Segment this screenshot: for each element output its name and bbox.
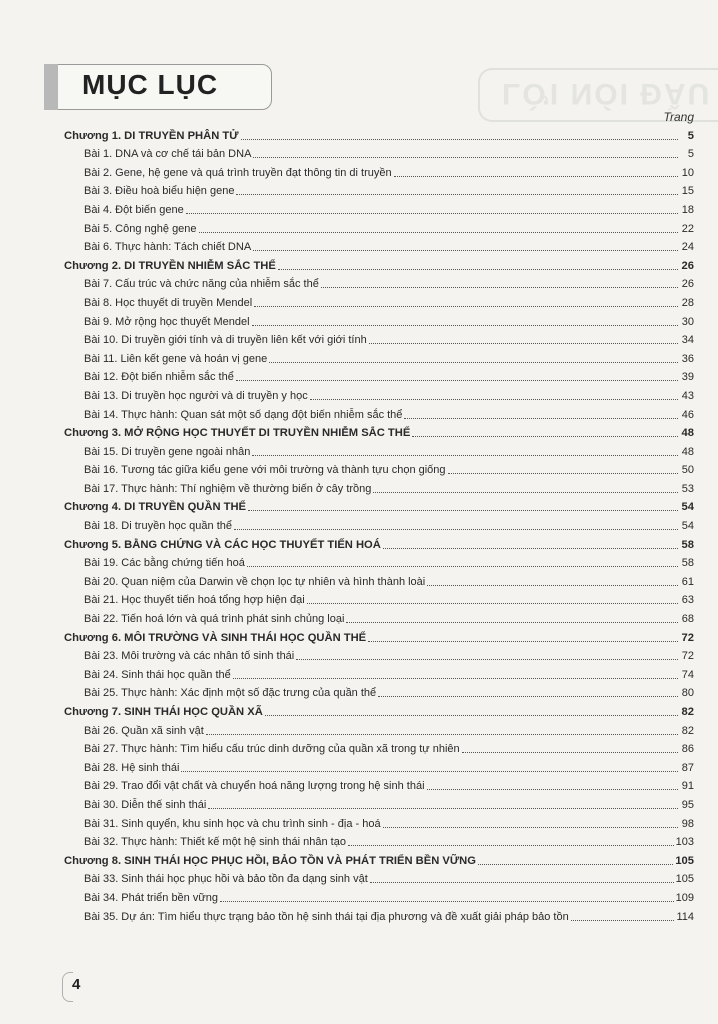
dot-leader — [394, 176, 678, 177]
toc-lesson-row — [64, 329, 694, 348]
toc-entry-title: Bài 32. Thực hành: Thiết kế một hệ sinh thái nhân tạo — [84, 836, 346, 849]
toc-entry-page: 24 — [681, 241, 694, 254]
toc-lesson-row — [64, 310, 694, 329]
toc-lesson-row — [64, 886, 694, 905]
toc-chapter-row — [64, 422, 694, 441]
toc-entry-page: 50 — [681, 464, 694, 477]
toc-entry-title: Bài 1. DNA và cơ chế tái bản DNA — [84, 148, 252, 161]
toc-chapter-row — [64, 254, 694, 273]
dot-leader — [296, 659, 678, 660]
toc-lesson-row — [64, 868, 694, 887]
dot-leader — [252, 325, 678, 326]
dot-leader — [247, 566, 678, 567]
toc-entry-page: 91 — [681, 780, 694, 793]
toc-lesson-row — [64, 905, 694, 924]
toc-entry-title: Bài 11. Liên kết gene và hoán vị gene — [84, 352, 268, 365]
toc-entry-title: Chương 8. SINH THÁI HỌC PHỤC HỒI, BẢO TỒN VÀ PHÁT TRIỂN BỀN VỮNG — [64, 854, 476, 867]
dot-leader — [241, 139, 678, 140]
toc-entry-page: 53 — [681, 482, 694, 495]
toc-entry-page: 36 — [681, 352, 694, 365]
dot-leader — [383, 548, 678, 549]
page-number: 4 — [72, 976, 81, 993]
toc-entry-page: 98 — [681, 817, 694, 830]
toc-lesson-row — [64, 477, 694, 496]
toc-entry-title: Bài 16. Tương tác giữa kiểu gene với môi trường và thành tựu chọn giống — [84, 464, 446, 477]
toc-chapter-row — [64, 496, 694, 515]
toc-lesson-row — [64, 645, 694, 664]
toc-entry-title: Bài 9. Mở rộng học thuyết Mendel — [84, 315, 250, 328]
toc-lesson-row — [64, 459, 694, 478]
toc-entry-title: Bài 10. Di truyền giới tính và di truyền liên kết với giới tính — [84, 334, 367, 347]
dot-leader — [248, 510, 678, 511]
toc-entry-title: Chương 7. SINH THÁI HỌC QUẦN XÃ — [64, 706, 263, 718]
toc-entry-title: Bài 5. Công nghệ gene — [84, 222, 197, 235]
toc-entry-page: 5 — [687, 148, 694, 161]
dot-leader — [348, 845, 674, 846]
toc-entry-title: Bài 33. Sinh thái học phục hồi và bảo tồn đa dạng sinh vật — [84, 873, 368, 886]
toc-entry-title: Bài 35. Dự án: Tìm hiểu thực trạng bảo tồn hệ sinh thái tại địa phương và đề xuất giải pháp bảo tồn — [84, 910, 569, 923]
toc-entry-title: Chương 2. DI TRUYỀN NHIỄM SẮC THỂ — [64, 259, 276, 272]
toc-entry-page: 103 — [675, 836, 694, 849]
toc-entry-page: 105 — [675, 854, 694, 867]
toc-chapter-row — [64, 849, 694, 868]
toc-entry-title: Bài 30. Diễn thế sinh thái — [84, 798, 207, 811]
toc-lesson-row — [64, 607, 694, 626]
toc-entry-page: 26 — [681, 278, 694, 291]
dot-leader — [378, 696, 678, 697]
toc-entry-page: 15 — [681, 185, 694, 198]
toc-entry-page: 26 — [681, 259, 694, 272]
toc-entry-title: Bài 17. Thực hành: Thí nghiệm về thường biến ở cây trồng — [84, 482, 372, 495]
toc-entry-title: Bài 23. Môi trường và các nhân tố sinh thái — [84, 650, 295, 663]
dot-leader — [307, 603, 678, 604]
toc-lesson-row — [64, 738, 694, 757]
dot-leader — [412, 436, 678, 437]
toc-lesson-row — [64, 273, 694, 292]
dot-leader — [181, 771, 678, 772]
toc-entry-title: Bài 31. Sinh quyển, khu sinh học và chu trình sinh - địa - hoá — [84, 817, 381, 830]
toc-lesson-row — [64, 143, 694, 162]
dot-leader — [278, 269, 678, 270]
dot-leader — [370, 882, 674, 883]
toc-entry-page: 87 — [681, 761, 694, 774]
page-column-label: Trang — [663, 110, 694, 124]
toc-entry-page: 72 — [681, 631, 694, 644]
toc-entry-title: Chương 6. MÔI TRƯỜNG VÀ SINH THÁI HỌC QUẦN THỂ — [64, 631, 367, 644]
toc-entry-page: 86 — [681, 743, 694, 756]
toc-entry-page: 109 — [675, 891, 694, 904]
toc-lesson-row — [64, 403, 694, 422]
toc-entry-page: 105 — [675, 873, 694, 886]
toc-entry-page: 10 — [681, 166, 694, 179]
toc-entry-title: Bài 8. Học thuyết di truyền Mendel — [84, 296, 253, 309]
toc-lesson-row — [64, 775, 694, 794]
toc-lesson-row — [64, 366, 694, 385]
dot-leader — [462, 752, 678, 753]
toc-entry-page: 95 — [681, 798, 694, 811]
toc-entry-title: Bài 22. Tiến hoá lớn và quá trình phát sinh chủng loại — [84, 613, 345, 626]
dot-leader — [310, 399, 678, 400]
dot-leader — [321, 287, 678, 288]
toc-entry-page: 68 — [681, 613, 694, 626]
toc-entry-page: 48 — [681, 427, 694, 440]
toc-entry-title: Bài 24. Sinh thái học quần thể — [84, 668, 231, 681]
dot-leader — [369, 343, 678, 344]
toc-lesson-row — [64, 198, 694, 217]
toc-entry-title: Bài 13. Di truyền học người và di truyền y học — [84, 389, 308, 402]
bleed-through-heading: LỜI NÓI ĐẦU — [478, 68, 718, 122]
dot-leader — [571, 920, 675, 921]
dot-leader — [253, 157, 678, 158]
toc-entry-title: Bài 26. Quần xã sinh vật — [84, 724, 204, 737]
dot-leader — [199, 232, 678, 233]
dot-leader — [234, 529, 678, 530]
toc-entry-title: Bài 19. Các bằng chứng tiến hoá — [84, 557, 245, 570]
dot-leader — [253, 250, 678, 251]
dot-leader — [220, 901, 674, 902]
toc-entry-title: Bài 6. Thực hành: Tách chiết DNA — [84, 241, 252, 254]
toc-entry-page: 30 — [681, 315, 694, 328]
toc-entry-title: Chương 3. MỞ RỘNG HỌC THUYẾT DI TRUYỀN NHIỄM SẮC THỂ — [64, 427, 411, 440]
toc-lesson-row — [64, 663, 694, 682]
toc-entry-title: Bài 4. Đột biến gene — [84, 203, 184, 216]
toc-entry-title: Chương 1. DI TRUYỀN PHÂN TỬ — [64, 129, 239, 142]
dot-leader — [236, 194, 678, 195]
toc-entry-page: 28 — [681, 296, 694, 309]
toc-chapter-row — [64, 533, 694, 552]
toc-entry-page: 61 — [681, 575, 694, 588]
toc-lesson-row — [64, 514, 694, 533]
dot-leader — [265, 715, 678, 716]
toc-lesson-row — [64, 793, 694, 812]
dot-leader — [427, 585, 678, 586]
toc-lesson-row — [64, 384, 694, 403]
toc-entry-title: Chương 4. DI TRUYỀN QUẦN THỂ — [64, 501, 247, 514]
toc-entry-page: 74 — [681, 668, 694, 681]
toc-entry-title: Bài 27. Thực hành: Tìm hiểu cấu trúc dinh dưỡng của quần xã trong tự nhiên — [84, 743, 460, 756]
toc-entry-title: Bài 3. Điều hoà biểu hiện gene — [84, 185, 235, 198]
toc-lesson-row — [64, 682, 694, 701]
toc-entry-page: 58 — [681, 538, 694, 551]
toc-entry-title: Bài 2. Gene, hệ gene và quá trình truyền đạt thông tin di truyền — [84, 166, 392, 179]
toc-lesson-row — [64, 291, 694, 310]
toc-entry-page: 22 — [681, 222, 694, 235]
toc-entry-page: 72 — [681, 650, 694, 663]
toc-lesson-row — [64, 180, 694, 199]
dot-leader — [236, 380, 678, 381]
toc-entry-page: 34 — [681, 334, 694, 347]
toc-chapter-row — [64, 626, 694, 645]
toc-entry-page: 39 — [681, 371, 694, 384]
toc-entry-title: Bài 34. Phát triển bền vững — [84, 891, 218, 904]
toc-entry-title: Chương 5. BẰNG CHỨNG VÀ CÁC HỌC THUYẾT TIẾN HOÁ — [64, 538, 381, 551]
toc-entry-title: Bài 25. Thực hành: Xác định một số đặc trưng của quần thể — [84, 687, 377, 700]
toc-entry-page: 5 — [687, 129, 694, 142]
dot-leader — [206, 734, 678, 735]
dot-leader — [252, 455, 678, 456]
toc-lesson-row — [64, 812, 694, 831]
toc-entry-title: Bài 20. Quan niệm của Darwin về chọn lọc tự nhiên và hình thành loài — [84, 575, 426, 588]
toc-entry-page: 46 — [681, 408, 694, 421]
toc-lesson-row — [64, 217, 694, 236]
dot-leader — [383, 827, 678, 828]
toc-lesson-row — [64, 236, 694, 255]
dot-leader — [404, 418, 678, 419]
toc-entry-page: 114 — [676, 910, 694, 923]
toc-entry-title: Bài 14. Thực hành: Quan sát một số dạng đột biến nhiễm sắc thể — [84, 408, 403, 421]
title-accent-bar — [44, 64, 58, 110]
toc-chapter-row — [64, 700, 694, 719]
dot-leader — [269, 362, 678, 363]
table-of-contents — [64, 124, 694, 924]
toc-lesson-row — [64, 570, 694, 589]
toc-entry-page: 43 — [681, 389, 694, 402]
toc-entry-title: Bài 18. Di truyền học quần thể — [84, 520, 232, 533]
dot-leader — [427, 789, 678, 790]
toc-lesson-row — [64, 756, 694, 775]
dot-leader — [186, 213, 678, 214]
toc-lesson-row — [64, 347, 694, 366]
toc-lesson-row — [64, 719, 694, 738]
toc-lesson-row — [64, 161, 694, 180]
dot-leader — [233, 678, 678, 679]
toc-entry-title: Bài 12. Đột biến nhiễm sắc thể — [84, 371, 234, 384]
toc-entry-title: Bài 15. Di truyền gene ngoài nhân — [84, 445, 251, 458]
dot-leader — [208, 808, 678, 809]
toc-entry-page: 82 — [681, 724, 694, 737]
dot-leader — [478, 864, 673, 865]
toc-lesson-row — [64, 589, 694, 608]
toc-entry-title: Bài 28. Hệ sinh thái — [84, 761, 180, 774]
toc-entry-page: 82 — [681, 706, 694, 718]
toc-lesson-row — [64, 440, 694, 459]
dot-leader — [448, 473, 678, 474]
toc-chapter-row — [64, 124, 694, 143]
dot-leader — [368, 641, 678, 642]
dot-leader — [373, 492, 678, 493]
toc-entry-title: Bài 29. Trao đổi vật chất và chuyển hoá năng lượng trong hệ sinh thái — [84, 780, 425, 793]
toc-lesson-row — [64, 831, 694, 850]
toc-entry-page: 80 — [681, 687, 694, 700]
dot-leader — [346, 622, 678, 623]
toc-lesson-row — [64, 552, 694, 571]
page-title: MỤC LỤC — [82, 69, 219, 100]
toc-entry-page: 58 — [681, 557, 694, 570]
toc-entry-page: 63 — [681, 594, 694, 607]
toc-entry-page: 54 — [681, 501, 694, 514]
toc-entry-title: Bài 21. Học thuyết tiến hoá tổng hợp hiện đại — [84, 594, 305, 607]
toc-entry-page: 54 — [681, 520, 694, 533]
toc-entry-page: 48 — [681, 445, 694, 458]
toc-entry-title: Bài 7. Cấu trúc và chức năng của nhiễm sắc thể — [84, 278, 319, 291]
toc-entry-page: 18 — [681, 203, 694, 216]
dot-leader — [254, 306, 678, 307]
